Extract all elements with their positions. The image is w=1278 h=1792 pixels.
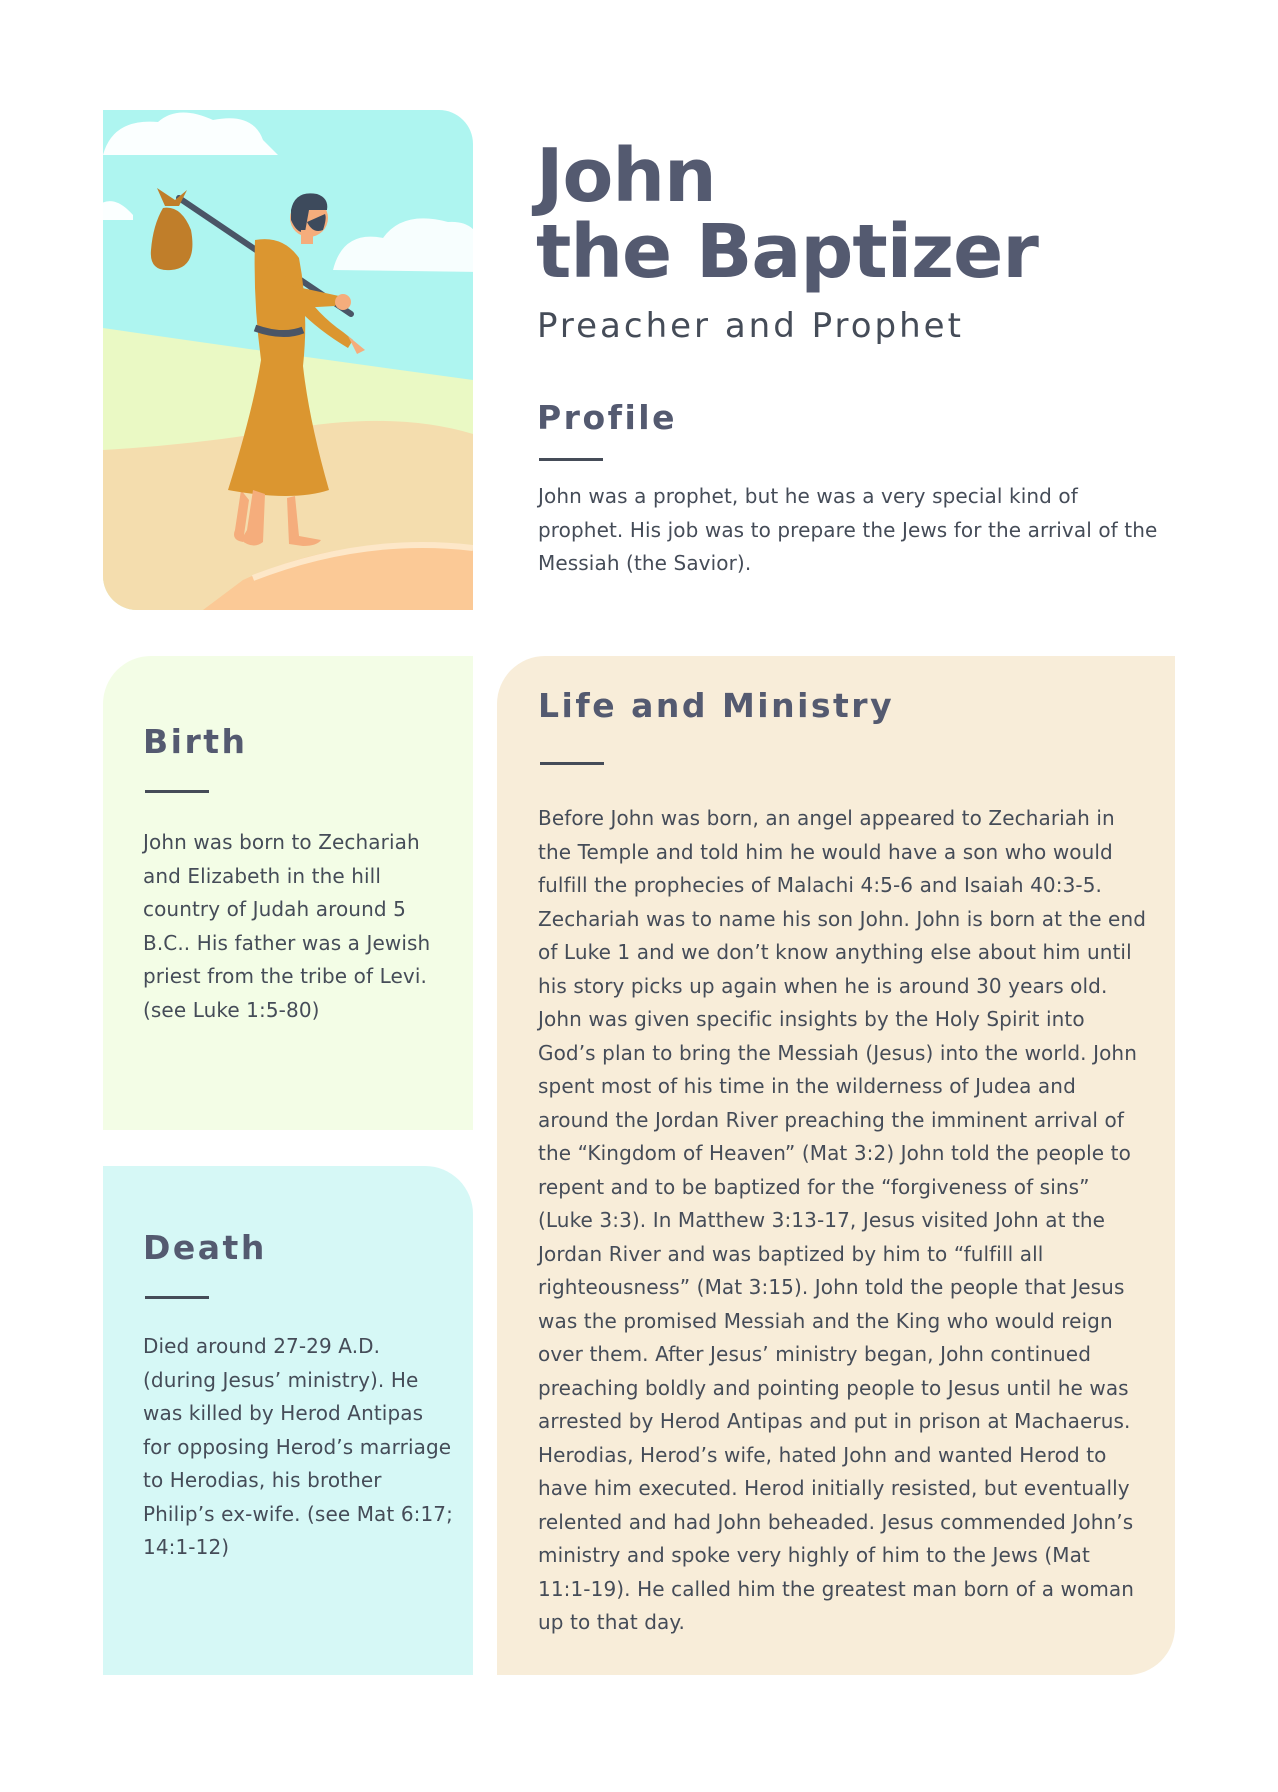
profile-heading: Profile bbox=[537, 398, 677, 437]
birth-card bbox=[103, 656, 473, 1130]
man-with-bindle-illustration bbox=[103, 110, 473, 610]
profile-text: John was a prophet, but he was a very special kind of prophet. His job was to prepare the Jews for the arrival of the Messiah (the Savior). bbox=[538, 484, 1158, 575]
profile-divider bbox=[539, 458, 603, 461]
page-title bbox=[536, 133, 1038, 295]
illustration bbox=[103, 110, 473, 610]
death-heading: Death bbox=[143, 1228, 267, 1267]
life-ministry-heading: Life and Ministry bbox=[538, 686, 895, 725]
death-text: Died around 27-29 A.D. (during Jesus’ ministry). He was killed by Herod Antipas for opposing Herod’s marriage to Herodias, his brother Philip’s ex-wife. (see Mat 6:17; 14:1-12) bbox=[143, 1334, 453, 1559]
death-card bbox=[103, 1166, 473, 1675]
life-ministry-divider bbox=[540, 762, 604, 765]
life-ministry-card bbox=[497, 656, 1175, 1675]
birth-text: John was born to Zechariah and Elizabeth in the hill country of Judah around 5 B.C.. His father was a Jewish priest from the tribe of Levi. (see Luke 1:5-80) bbox=[143, 830, 431, 1022]
title-line-2: the Baptizer bbox=[536, 209, 1038, 295]
title-line-1: John bbox=[536, 133, 716, 219]
birth-heading: Birth bbox=[143, 722, 248, 761]
life-ministry-text: Before John was born, an angel appeared to Zechariah in the Temple and told him he would have a son who would fulfill the prophecies of Malachi 4:5-6 and Isaiah 40:3-5. Zechariah was to name his son John. John is born at the end of Luke 1 and we don’t know anything else about him until his story picks up again when he is around 30 years old. John was given specific insights by the Holy Spirit into God’s plan to bring the Messiah (Jesus) into the world. John spent most of his time in the wilderness of Judea and around the Jordan River preaching the imminent arrival of the “Kingdom of Heaven” (Mat 3:2) John told the people to repent and to be baptized for the “forgiveness of sins” (Luke 3:3). In Matthew 3:13-17, Jesus visited John at the Jordan River and was baptized by him to “fulfill all righteousness” (Mat 3:15). John told the people that Jesus was the promised Messiah and the King who would reign over them. After Jesus’ ministry began, John continued preaching boldly and pointing people to Jesus until he was arrested by Herod Antipas and put in prison at Machaerus. Herodias, Herod’s wife, hated John and wanted Herod to have him executed. Herod initially resisted, but eventually relented and had John beheaded. Jesus commended John’s ministry and spoke very highly of him to the Jews (Mat 11:1-19). He called him the greatest man born of a woman up to that day. bbox=[538, 806, 1147, 1634]
death-divider bbox=[145, 1296, 209, 1299]
birth-divider bbox=[145, 790, 209, 793]
page-subtitle: Preacher and Prophet bbox=[537, 306, 964, 346]
